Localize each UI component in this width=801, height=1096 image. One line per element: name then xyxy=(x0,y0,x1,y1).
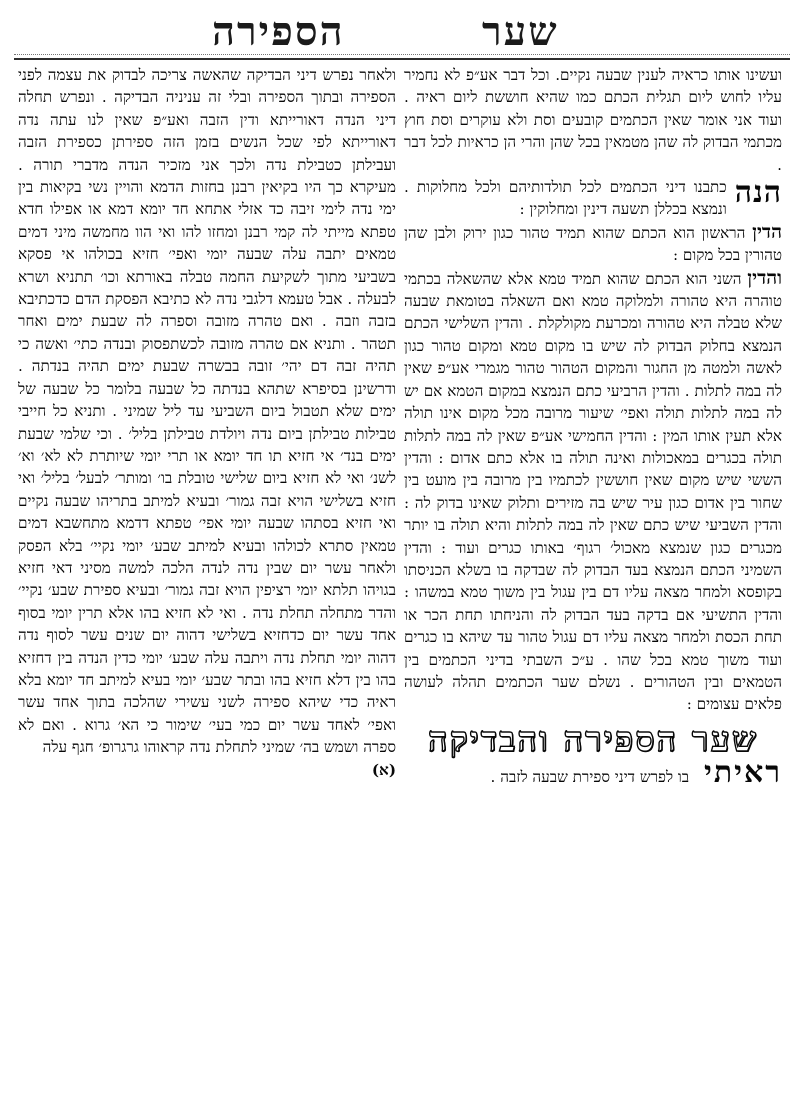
right-text-column xyxy=(404,64,782,1074)
margin-note-marker: (א) xyxy=(371,760,396,779)
right-paragraph-hineh xyxy=(404,176,782,221)
gate-heading: שער הספירה והבדיקה xyxy=(428,719,758,760)
chapter-opening-desc: בו לפרש דיני ספירת שבעה לזבה . xyxy=(490,767,690,786)
running-head-right-title: שער xyxy=(482,8,559,55)
chapter-opening-word: ראיתי xyxy=(703,754,782,790)
right-paragraph-1: ועשינו אותו כראיה לענין שבעה נקיים. וכל דבר אע״פ לא נחמיר עליו לחוש ליום תגלית הכתם כמו שהיא חוששת ליום ראיה . ועוד אני אומר שאין הכתמים קובעים וסת ולא עוקרים וסת חוץ מכתמי הבדוק לה שהן מטמאין בכל שהן והרי הן כראיות לכל דבר . xyxy=(404,66,782,174)
right-paragraph-hadin-2 xyxy=(404,267,782,716)
right-paragraph-4-text: השני הוא הכתם שהוא תמיד טמא אלא שהשאלה בכתמי טוהרה היא טהורה ולמלוקה טמא ואם השאלה בטומאת שבעה שלא טבלה היא טהורה ומכרעת מקולקלת . והדין השלישי הכתם הנמצא בחלוק הבדוק לה שיש בו מקום טמא ומקום טהור כגון לאשה ולמטה מן החגור והמקום הטהור טהור מגמרי אע״פ שאין לה במה לתלות . והדין הרביעי כתם הנמצא במקום הטמא אם יש לה במה לתלות תולה ואפי׳ שיעור מרובה מכל מקום אינו תולה אלא תעין אותו המין : והדין החמישי אע״פ שאין לה במה לתלות תולה בכגרים במאכולות ואינה תולה בו אלא כתם אדום : והדין הששי שיש מקום שאין חוששין לכתמיו בין מרובה בין מועט בין שחור בין אדום כגון עיר שיש בה מזירים ותלוק שאינו בדוק לה : והדין השביעי שיש כתם שאין לה במה לתלות והיא תולה בו יותר מכגרים כגון שנמצא מאכול׳ רגוף׳ באותו כגרים ועוד : והדין השמיני הכתם הנמצא בעד הבדוק לה שבדקה בו בשלא הכניסתו בקופסא ולמחר מצאה עליו דם בין עגול בין משוך טמא במשהו : והדין התשיעי אם בדקה בעד הבדוק לה והניחתו תחת הכר או תחת הכסת ולמחר מצאה עליו דם עגול טהור עד שיהא בו כגרים ועוד משוך טמא בכל שהו . ע״כ השבתי בדיני הכתמים בין הטמאים ובין הטהורים . נשלם שער הכתמים תהלה לעושה פלאים עצומים : xyxy=(404,269,782,714)
right-paragraph-hadin-1 xyxy=(404,221,782,267)
left-paragraph-1: ולאחר נפרש דיני הבדיקה שהאשה צריכה לבדוק את עצמה לפני הספירה ובתוך הספירה ובלי זה עניניה הבדיקה . ונפרש תחלה דיני הנדה דאורייתא ודין הזבה ואע״פ שאין לנו עתה נדה דאורייתא לפי שכל הנשים בזמן הזה ספירתן כספירת הזבה ועבילתן כטבילת נדה ולכך אני מזכיר הנדה מדברי תורה . מעיקרא כך היו בקיאין רבנן בחזות הדמא והויין נשי בקיאות בין ימי נדה לימי זיבה כד אזלי אתחא חד יומא דמא או אפילו חדא טפתא מייתי לה קמי רבנן ומחזו להו ואי הוו מחמשה מיני דמים טמאים יתבה עלה שבעה יומי ואפי׳ חזיא בכולהו אי פסקא בשביעי מתוך לשקיעת החמה טבלה באורתא וכו׳ תתניא ושרא לבעלה . אבל טעמא דלגבי נדה לא כתיבא הפסקת הדם כדכתיבא בזבה וזבה . ואם טהרה מזובה וספרה לה שבעת ימים ואחר תטהר . ותניא אם טהרה מזובה לכשתפסוק ובנדה כתי׳ ואשה כי תהיה זבה דם יהי׳ זובה בבשרה שבעת ימים תהיה בנדתה . ודרשינן בסיפרא שתהא בנדתה כל שבעה בלומר כל שבעה של ימים שלא תטבול ביום השביעי עד ליל שמיני . ותניא כל חייבי טבילות טבילתן ביום נדה ויולדת טבילתן בליל׳ . וכי שלמי שבעת ימים בנד׳ אי חזיא תו חד יומא או תרי יומי שיותרת לא לא׳ וא׳ לשנ׳ ואי לא חזיא ביום שלישי טובלת בו׳ ומותר׳ לבעל׳ בליל׳ ואי חזיא בשלישי הויא זבה גמור׳ ובעיא למיתב בתריהו שבעה נקיים ואי חזיא בסתהו שבעה יומי אפי׳ טפתא דדמא מתחשבא דמים טמאין סתרא לכולהו ובעיא למיתב שבע׳ יומי נקיי׳ בלא הפסק ולאחר עשר יום שבין נדה לנדה הלכה למשה מסיני דאי חזיא בגויהו תלתא יומי רציפין הויא זבה גמור׳ ובעיא ספירת שבע׳ נקיי׳ והדר מתחלה תחלת נדה . ואי לא חזיא בהו אלא תרין יומי בסוף אחד עשר יום כדחזיא בשלישי דהוה יום שנים עשר לסוף נדה דהוה יומי תחלת נדה ויתבה עלה שבע׳ יומי כדין הנדה בין דחזיא בהו בין דלא חזיא בהו ובתר שבע׳ יומי בעיא למיתב חד יומא בלא ראיה כדי שיהא ספירה לשני עשירי שהלכה בתוך אחד עשר ואפי׳ לאחד עשר יום כמי בעי׳ שימור כי הא׳ גרוא . ואם לא ספרה ושמש בה׳ שמיני לתחלת נדה קראוהו גרגרופ׳ חגף עלה xyxy=(18,66,396,757)
header-dotted-rule xyxy=(14,54,790,57)
keyword-hineh: הנה xyxy=(734,175,782,211)
header-rule xyxy=(14,58,790,60)
running-head-left-title: הספירה xyxy=(212,8,345,55)
chapter-opening xyxy=(404,754,782,790)
running-head xyxy=(0,8,801,58)
right-paragraph-2-text: כתבנו דיני הכתמים לכל תולדותיהם ולכל מחלוקות . ונמצא בכללן תשעה דינין ומחלוקין : xyxy=(404,178,727,219)
left-text-column xyxy=(18,64,396,1074)
keyword-hadin-first: הדין xyxy=(752,220,782,243)
right-paragraph-3-text: הראשון הוא הכתם שהוא תמיד טהור כגון ירוק ולבן שהן טהורין בכל מקום : xyxy=(404,223,782,265)
keyword-hadin-second: והדין xyxy=(747,266,782,289)
